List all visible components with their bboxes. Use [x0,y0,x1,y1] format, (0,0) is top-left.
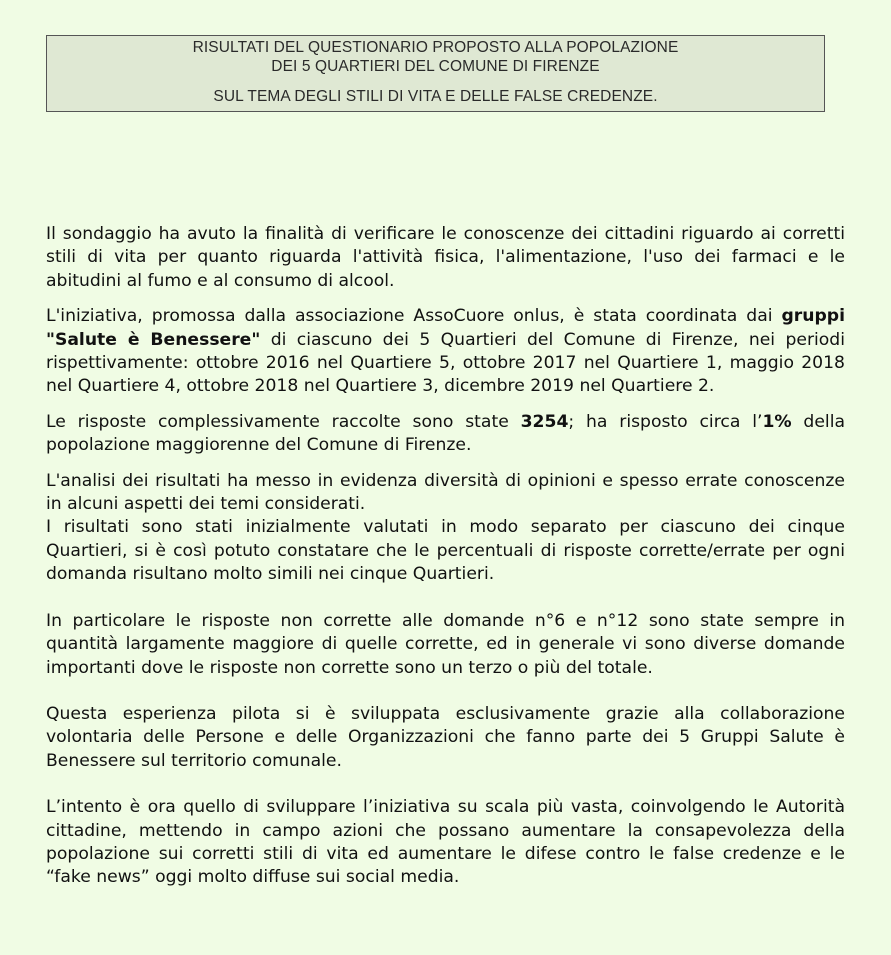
paragraph-initiative [46,305,845,399]
paragraph-incorrect-answers: In particolare le risposte non corrette alle domande n°6 e n°12 sono state sempre in quantità largamente maggiore di quelle corrette, ed in generale vi sono diverse domande importanti dove le risposte non corrette sono un terzo o più del totale. [46,610,845,678]
initiative-text-start: L'iniziativa, promossa dalla associazione AssoCuore onlus, è stata coordinata dai [46,306,782,327]
title-line-1: RISULTATI DEL QUESTIONARIO PROPOSTO ALLA POPOLAZIONE [192,39,679,56]
responses-text-end: della popolazione maggiorenne del Comune di Firenze. [46,411,845,456]
groups-name-bold: gruppi "Salute è Benessere" [46,306,845,350]
responses-text-start: Le risposte complessivamente raccolte sono state [46,411,521,432]
title-line-2: DEI 5 QUARTIERI DEL COMUNE DI FIRENZE [271,58,600,75]
paragraph-pilot: Questa esperienza pilota si è sviluppata esclusivamente grazie alla collaborazione volontaria delle Persone e delle Organizzazioni che fanno parte dei 5 Gruppi Salute è Benessere sul territorio comunale. [46,703,845,771]
paragraph-purpose: Il sondaggio ha avuto la finalità di verificare le conoscenze dei cittadini riguardo ai corretti stili di vita per quanto riguarda l'attività fisica, l'alimentazione, l'uso dei farmaci e le abitudini al fumo e al consumo di alcool. [46,224,845,291]
responses-text-mid: ; ha risposto circa l’ [568,411,763,432]
paragraph-analysis-cont: I risultati sono stati inizialmente valutati in modo separato per ciascuno dei cinque Quartieri, si è così potuto constatare che le percentuali di risposte corrette/errate per ogni domanda risultano molto simili nei cinque Quartieri. [46,517,845,585]
responses-count: 3254 [520,411,569,432]
paragraph-responses [46,411,845,458]
title-box [46,35,825,112]
paragraph-intent: L’intento è ora quello di sviluppare l’iniziativa su scala più vasta, coinvolgendo le Autorità cittadine, mettendo in campo azioni che possano aumentare la consapevolezza della popolazione sui corretti stili di vita ed aumentare le difese contro le false credenze e le “fake news” oggi molto diffuse sui social media. [46,797,845,888]
title-line-3: SUL TEMA DEGLI STILI DI VITA E DELLE FALSE CREDENZE. [213,88,658,105]
responses-percent: 1% [762,411,792,432]
paragraph-analysis: L'analisi dei risultati ha messo in evidenza diversità di opinioni e spesso errate conoscenze in alcuni aspetti dei temi considerati. [46,470,845,515]
body-text [46,223,845,890]
initiative-text-end: di ciascuno dei 5 Quartieri del Comune di Firenze, nei periodi rispettivamente: ottobre 2016 nel Quartiere 5, ottobre 2017 nel Quartiere 1, maggio 2018 nel Quartiere 4, ottobre 2018 nel Quartiere 3, dicembre 2019 nel Quartiere 2. [46,329,845,397]
